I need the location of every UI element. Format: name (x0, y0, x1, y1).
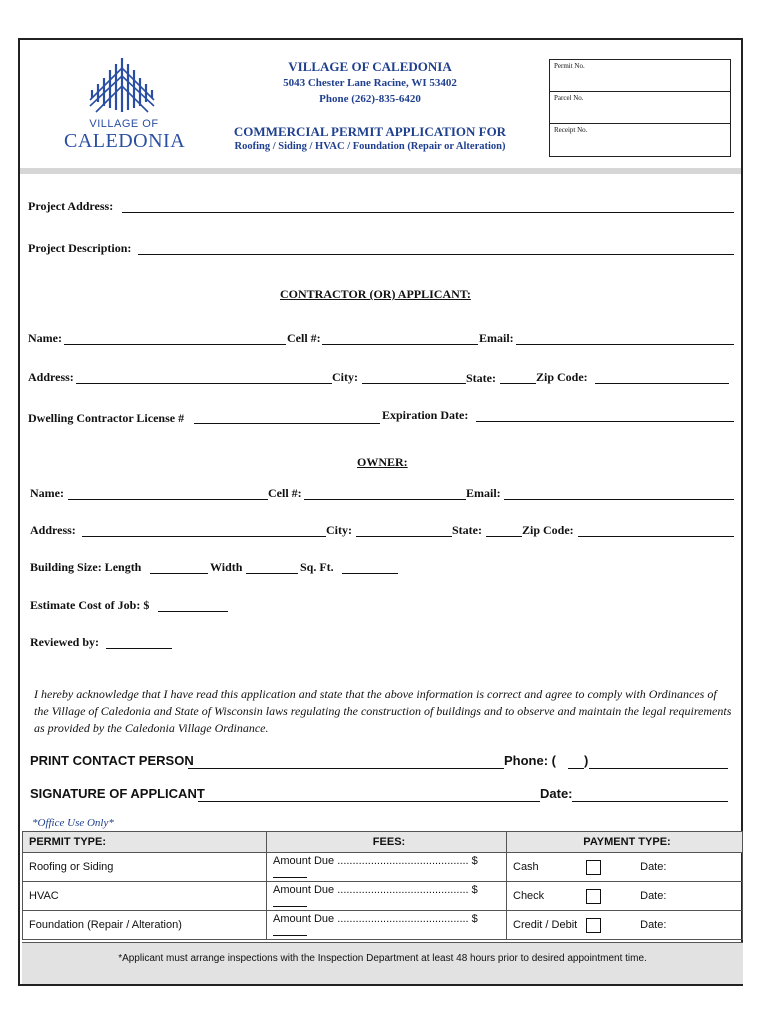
contractor-name-label: Name: (28, 331, 62, 345)
project-address-label: Project Address: (28, 199, 114, 213)
owner-name-label: Name: (30, 486, 64, 500)
owner-email-field[interactable] (504, 499, 734, 500)
receipt-no-field[interactable]: Receipt No. (554, 126, 588, 134)
print-contact-label: PRINT CONTACT PERSON (30, 753, 194, 768)
col-fees: FEES: (267, 832, 507, 853)
payment-date-label: Date: (640, 889, 667, 902)
acknowledgement-text: I hereby acknowledge that I have read this application and state that the above information is correct and agree to comply with Ordinances of the Village of Caledonia and State of Wisconsin laws regulating the construction of buildings and to observe and maintain the legal requirements as provided by the Caledonia Village Ordinance. (34, 687, 732, 735)
fee-cell: Amount Due ........................................... $ (273, 855, 478, 867)
fee-cell: Amount Due ........................................... $ (273, 913, 478, 925)
cash-checkbox[interactable] (586, 860, 601, 875)
table-row (23, 882, 743, 911)
contractor-heading: CONTRACTOR (OR) APPLICANT: (280, 287, 471, 301)
license-label: Dwelling Contractor License # (28, 411, 185, 425)
contractor-zip-field[interactable] (595, 383, 729, 384)
phone-label: Phone: ( (504, 753, 556, 768)
form-title: COMMERCIAL PERMIT APPLICATION FOR (233, 124, 507, 139)
header-divider (20, 168, 741, 174)
contractor-address-label: Address: (28, 370, 74, 384)
phone-close-paren: ) (584, 753, 589, 768)
building-width-field[interactable] (246, 573, 298, 574)
project-description-label: Project Description: (28, 241, 132, 255)
col-payment-type: PAYMENT TYPE: (507, 832, 743, 853)
inspection-footer: *Applicant must arrange inspections with the Inspection Department at least 48 hours prior to desired appointment time. (22, 942, 743, 984)
payment-date-label: Date: (640, 918, 667, 931)
owner-zip-label: Zip Code: (522, 523, 574, 537)
owner-email-label: Email: (466, 486, 501, 500)
contractor-cell-label: Cell #: (287, 331, 321, 345)
building-length-field[interactable] (150, 573, 208, 574)
building-length-label: Building Size: Length (30, 560, 142, 574)
owner-city-label: City: (326, 523, 352, 537)
form-subtitle: Roofing / Siding / HVAC / Foundation (Repair or Alteration) (234, 141, 506, 152)
project-address-field[interactable] (122, 212, 734, 213)
fee-field[interactable] (273, 935, 307, 936)
village-address: 5043 Chester Lane Racine, WI 53402 (283, 77, 457, 89)
owner-address-field[interactable] (82, 536, 326, 537)
table-row (23, 853, 743, 882)
logo-emblem-icon (82, 54, 162, 116)
permit-form (18, 38, 743, 986)
reviewed-by-field[interactable] (106, 648, 172, 649)
contractor-state-label: State: (466, 371, 496, 385)
village-title: VILLAGE OF CALEDONIA (288, 59, 452, 74)
project-description-field[interactable] (138, 254, 734, 255)
contractor-email-field[interactable] (516, 344, 734, 345)
payment-type-label: Credit / Debit (513, 918, 578, 931)
logo-line1: VILLAGE OF (89, 118, 159, 130)
owner-cell-label: Cell #: (268, 486, 302, 500)
building-sqft-label: Sq. Ft. (300, 560, 334, 574)
col-permit-type: PERMIT TYPE: (23, 832, 267, 853)
office-use-note: *Office Use Only* (32, 817, 114, 829)
expiration-field[interactable] (476, 421, 734, 422)
contractor-cell-field[interactable] (322, 344, 478, 345)
signature-field[interactable] (198, 801, 540, 802)
village-phone: Phone (262)-835-6420 (319, 93, 421, 105)
fee-field[interactable] (273, 906, 307, 907)
caledonia-logo (64, 54, 184, 154)
license-field[interactable] (194, 423, 380, 424)
owner-zip-field[interactable] (578, 536, 734, 537)
payment-type-label: Check (513, 889, 545, 902)
permit-no-field[interactable]: Permit No. (550, 60, 730, 92)
phone-area-field[interactable] (568, 768, 584, 769)
contractor-state-field[interactable] (500, 383, 536, 384)
estimate-cost-label: Estimate Cost of Job: $ (30, 598, 150, 612)
contractor-address-field[interactable] (76, 383, 332, 384)
owner-heading: OWNER: (357, 455, 408, 469)
logo-line2: CALEDONIA (64, 130, 186, 152)
credit-debit-checkbox[interactable] (586, 918, 601, 933)
contractor-zip-label: Zip Code: (536, 370, 588, 384)
expiration-label: Expiration Date: (382, 408, 469, 422)
payment-date-label: Date: (640, 860, 667, 873)
check-checkbox[interactable] (586, 889, 601, 904)
owner-address-label: Address: (30, 523, 76, 537)
contractor-name-field[interactable] (64, 344, 286, 345)
contractor-city-label: City: (332, 370, 358, 384)
fee-cell: Amount Due ........................................... $ (273, 884, 478, 896)
owner-city-field[interactable] (356, 536, 452, 537)
office-use-table (22, 831, 743, 940)
contractor-email-label: Email: (479, 331, 514, 345)
building-width-label: Width (210, 560, 243, 574)
payment-type-label: Cash (513, 860, 539, 873)
permit-type-cell: HVAC (23, 882, 267, 911)
owner-state-field[interactable] (486, 536, 522, 537)
permit-type-cell: Roofing or Siding (23, 853, 267, 882)
contractor-city-field[interactable] (362, 383, 466, 384)
permit-type-cell: Foundation (Repair / Alteration) (23, 911, 267, 940)
estimate-cost-field[interactable] (158, 611, 228, 612)
owner-name-field[interactable] (68, 499, 268, 500)
reviewed-by-label: Reviewed by: (30, 635, 99, 649)
date-field[interactable] (572, 801, 728, 802)
owner-state-label: State: (452, 523, 482, 537)
print-contact-field[interactable] (188, 768, 504, 769)
building-sqft-field[interactable] (342, 573, 398, 574)
parcel-no-field[interactable]: Parcel No. (550, 92, 730, 124)
signature-label: SIGNATURE OF APPLICANT (30, 786, 205, 801)
fee-field[interactable] (273, 877, 307, 878)
phone-field[interactable] (589, 768, 728, 769)
owner-cell-field[interactable] (304, 499, 466, 500)
table-row (23, 911, 743, 940)
date-label: Date: (540, 786, 573, 801)
permit-number-box (549, 59, 731, 157)
